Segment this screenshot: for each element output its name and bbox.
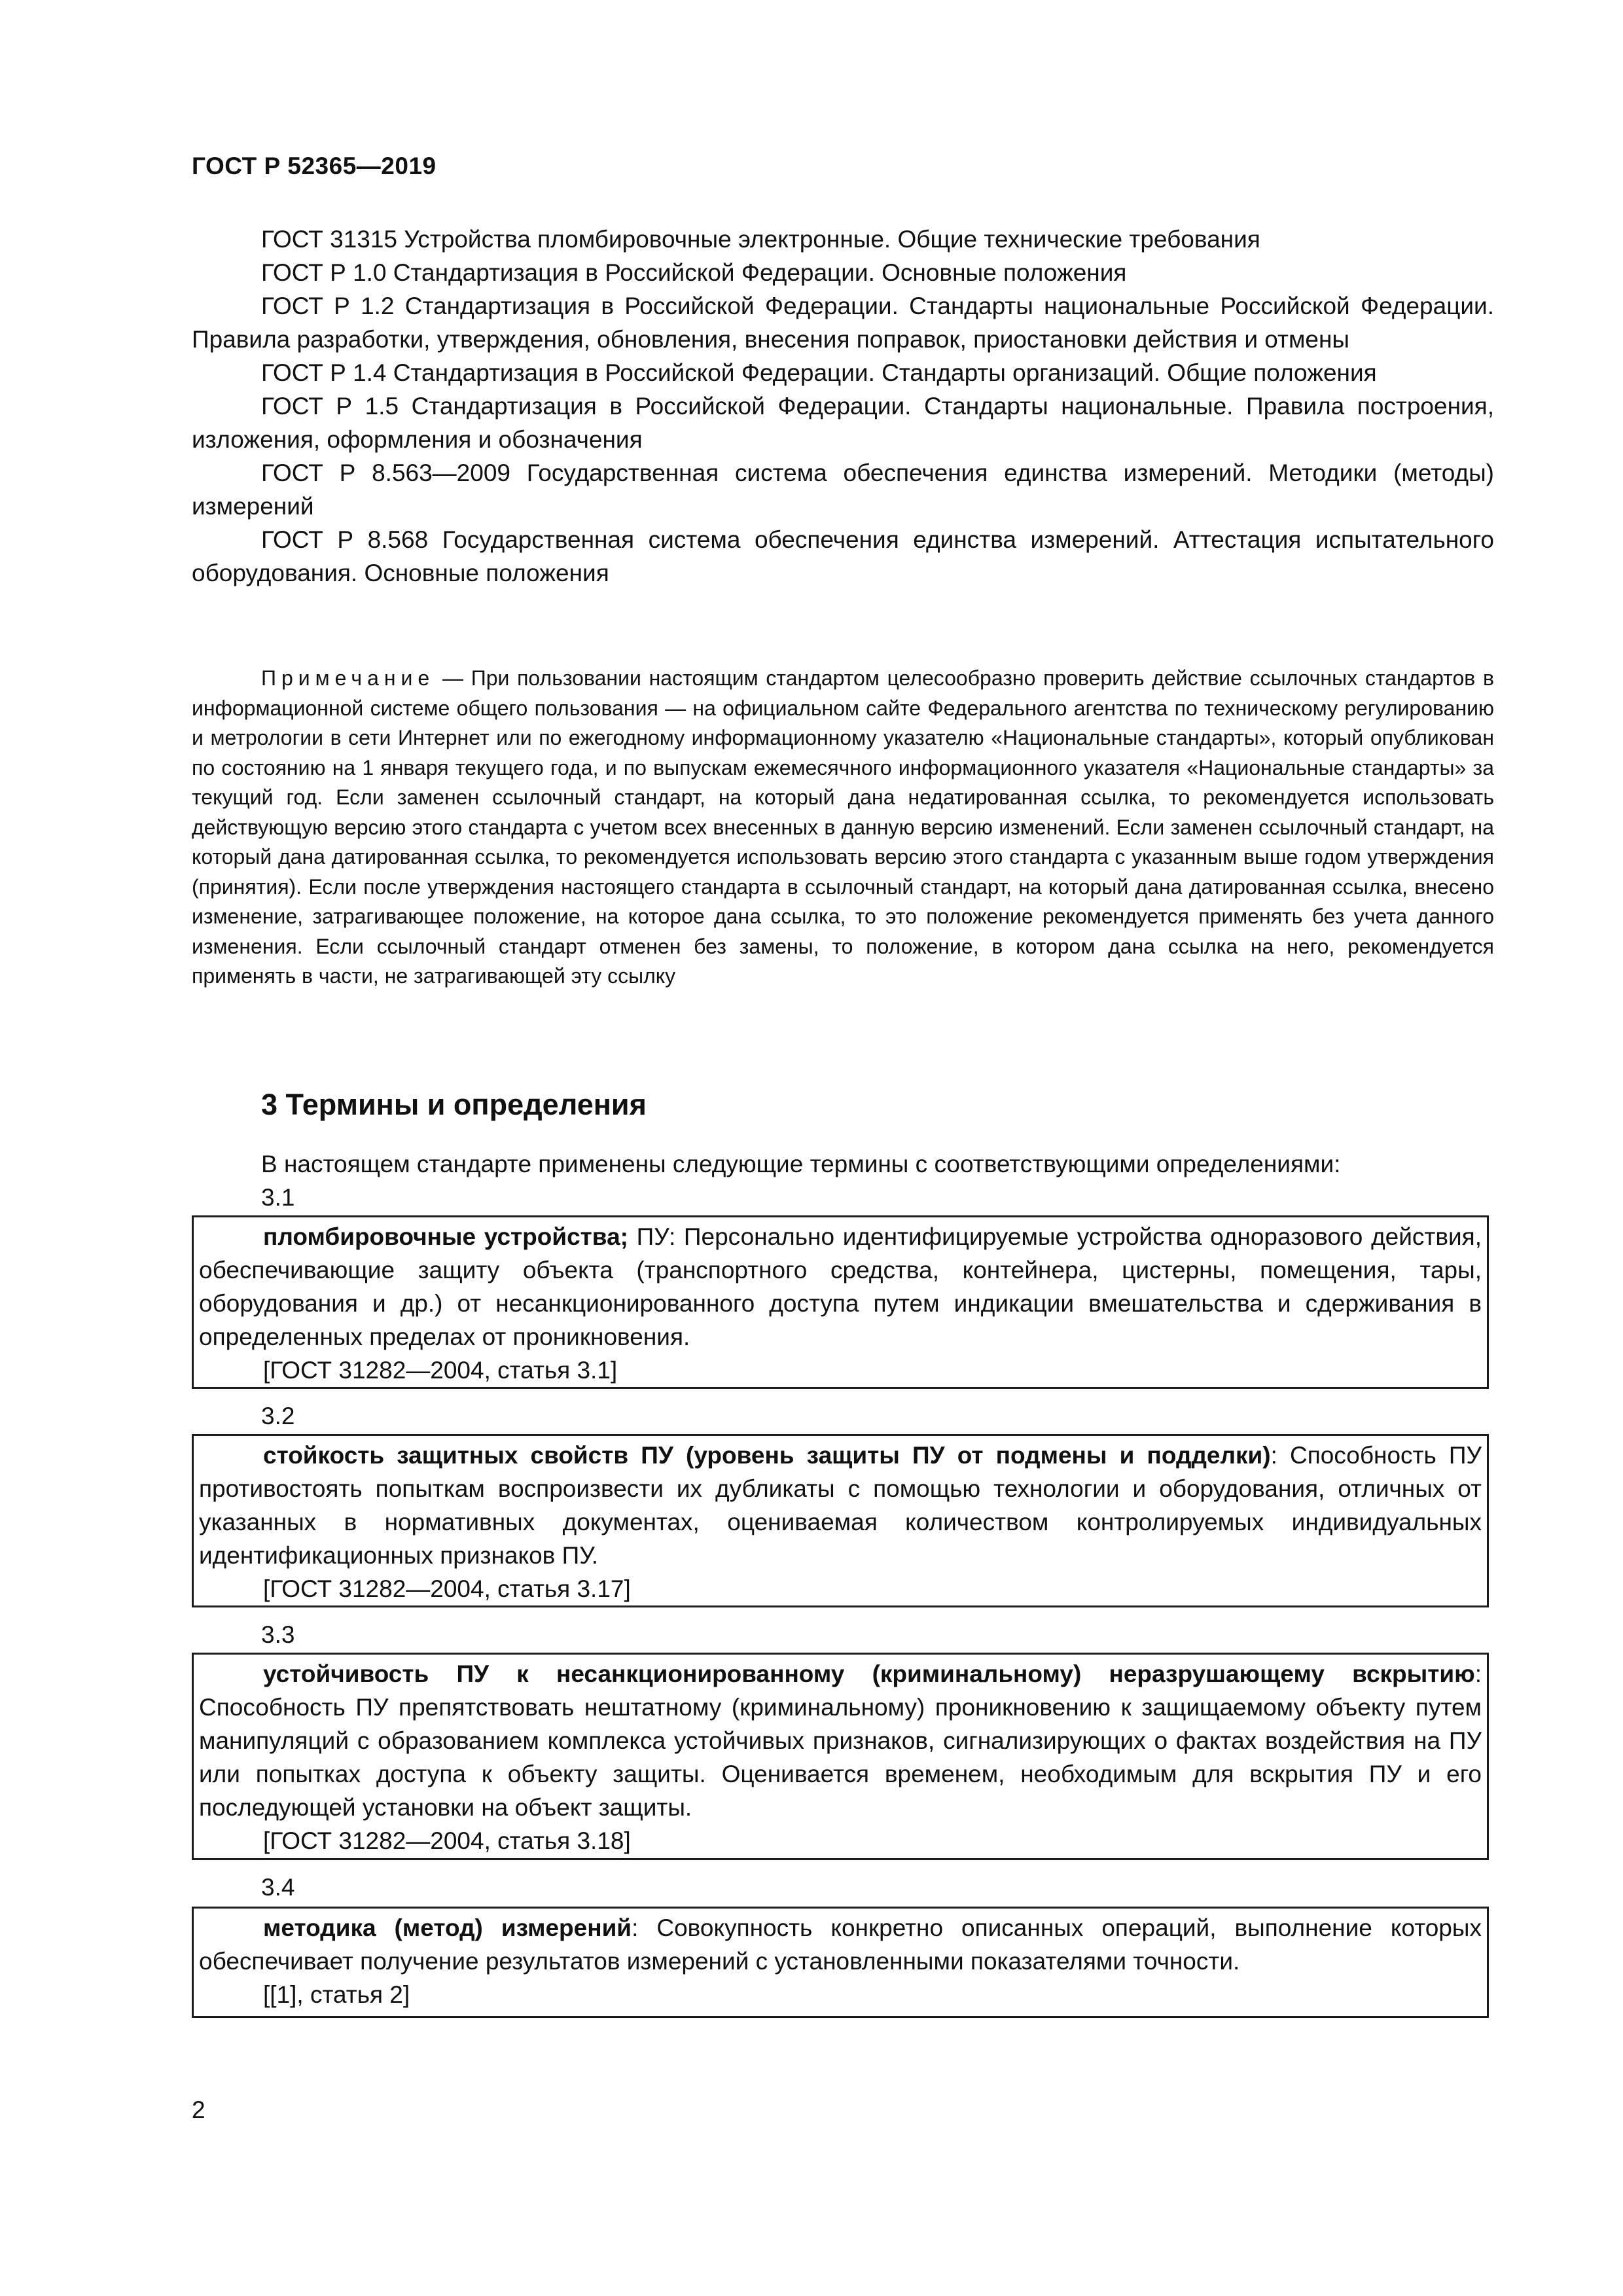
term-definition	[199, 1439, 1482, 1572]
reference-item: ГОСТ Р 1.2 Стандартизация в Российской Федерации. Стандарты национальные Российской Федерации. Правила разработки, утверждения, обновления, внесения поправок, приостановки действия и отмены	[192, 293, 1494, 353]
term-definition-text: : Совокупность конкретно описанных операций, выполнение которых обеспечивает получение результатов измерений с установленными показателями точности.	[199, 1914, 1482, 1975]
term-box	[192, 1653, 1489, 1860]
term-definition	[199, 1220, 1482, 1354]
term-source: [ГОСТ 31282—2004, статья 3.17]	[263, 1575, 631, 1602]
reference-item: ГОСТ Р 8.568 Государственная система обеспечения единства измерений. Аттестация испытательного оборудования. Основные положения	[192, 526, 1494, 586]
term-definition	[199, 1911, 1482, 1978]
term-box	[192, 1434, 1489, 1607]
normative-references-list	[192, 223, 1494, 590]
term-source: [ГОСТ 31282—2004, статья 3.1]	[263, 1357, 618, 1384]
reference-item: ГОСТ 31315 Устройства пломбировочные электронные. Общие технические требования	[261, 226, 1260, 253]
section-intro: В настоящем стандарте применены следующие термины с соответствующими определениями:	[261, 1151, 1341, 1177]
term-number: 3.1	[261, 1184, 295, 1211]
note-label: Примечание	[261, 666, 435, 690]
term-definition	[199, 1657, 1482, 1824]
note-paragraph	[192, 664, 1494, 992]
reference-item: ГОСТ Р 1.5 Стандартизация в Российской Федерации. Стандарты национальные. Правила построения, изложения, оформления и обозначения	[192, 393, 1494, 453]
term-source: [[1], статья 2]	[263, 1981, 410, 2008]
reference-item: ГОСТ Р 1.4 Стандартизация в Российской Федерации. Стандарты организаций. Общие положения	[261, 359, 1377, 386]
term-source: [ГОСТ 31282—2004, статья 3.18]	[263, 1827, 631, 1854]
note-text: — При пользовании настоящим стандартом целесообразно проверить действие ссылочных стандартов в информационной системе общего пользования — на официальном сайте Федерального агентства по техническому регулированию и метрологии в сети Интернет или по ежегодному информационному указателю «Национальные стандарты», который опубликован по состоянию на 1 января текущего года, и по выпускам ежемесячного информационного указателя «Национальные стандарты» за текущий год. Если заменен ссылочный стандарт, на который дана недатированная ссылка, то рекомендуется использовать действующую версию этого стандарта с учетом всех внесенных в данную версию изменений. Если заменен ссылочный стандарт, на который дана датированная ссылка, то рекомендуется использовать версию этого стандарта с указанным выше годом утверждения (принятия). Если после утверждения настоящего стандарта в ссылочный стандарт, на который дана датированная ссылка, внесено изменение, затрагивающее положение, на которое дана ссылка, то это положение рекомендуется применять без учета данного изменения. Если ссылочный стандарт отменен без замены, то положение, в котором дана ссылка на него, рекомендуется применять в части, не затрагивающей эту ссылку	[192, 666, 1494, 988]
term-definition-text: ПУ: Персонально идентифицируемые устройства одноразового действия, обеспечивающие защиту объекта (транспортного средства, контейнера, цистерны, помещения, тары, оборудования и др.) от несанкционированного доступа путем индикации вмешательства и сдерживания в определенных пределах от проникновения.	[199, 1223, 1482, 1350]
term-title: устойчивость ПУ к несанкционированному (криминальному) неразрушающему вскрытию	[263, 1660, 1475, 1687]
term-number: 3.4	[261, 1874, 295, 1901]
term-title: методика (метод) измерений	[263, 1914, 632, 1941]
term-box	[192, 1215, 1489, 1389]
document-code-header: ГОСТ Р 52365—2019	[192, 152, 437, 179]
page-number: 2	[192, 2096, 205, 2123]
term-box	[192, 1907, 1489, 2018]
term-number: 3.2	[261, 1403, 295, 1429]
section-heading: 3 Термины и определения	[261, 1088, 647, 1121]
term-definition-text: : Способность ПУ препятствовать нештатному (криминальному) проникновению к защищаемому объекту путем манипуляций с образованием комплекса устойчивых признаков, сигнализирующих о фактах воздействия на ПУ или попытках доступа к объекту защиты. Оценивается временем, необходимым для вскрытия ПУ и его последующей установки на объект защиты.	[199, 1660, 1482, 1821]
term-number: 3.3	[261, 1621, 295, 1648]
reference-item: ГОСТ Р 1.0 Стандартизация в Российской Федерации. Основные положения	[261, 259, 1127, 286]
term-title: стойкость защитных свойств ПУ (уровень защиты ПУ от подмены и подделки)	[263, 1442, 1271, 1469]
term-definition-text: : Способность ПУ противостоять попыткам воспроизвести их дубликаты с помощью технологии и оборудования, отличных от указанных в нормативных документах, оцениваемая количеством контролируемых индивидуальных идентификационных признаков ПУ.	[199, 1442, 1482, 1569]
reference-item: ГОСТ Р 8.563—2009 Государственная система обеспечения единства измерений. Методики (методы) измерений	[192, 459, 1494, 520]
term-title: пломбировочные устройства;	[263, 1223, 628, 1250]
